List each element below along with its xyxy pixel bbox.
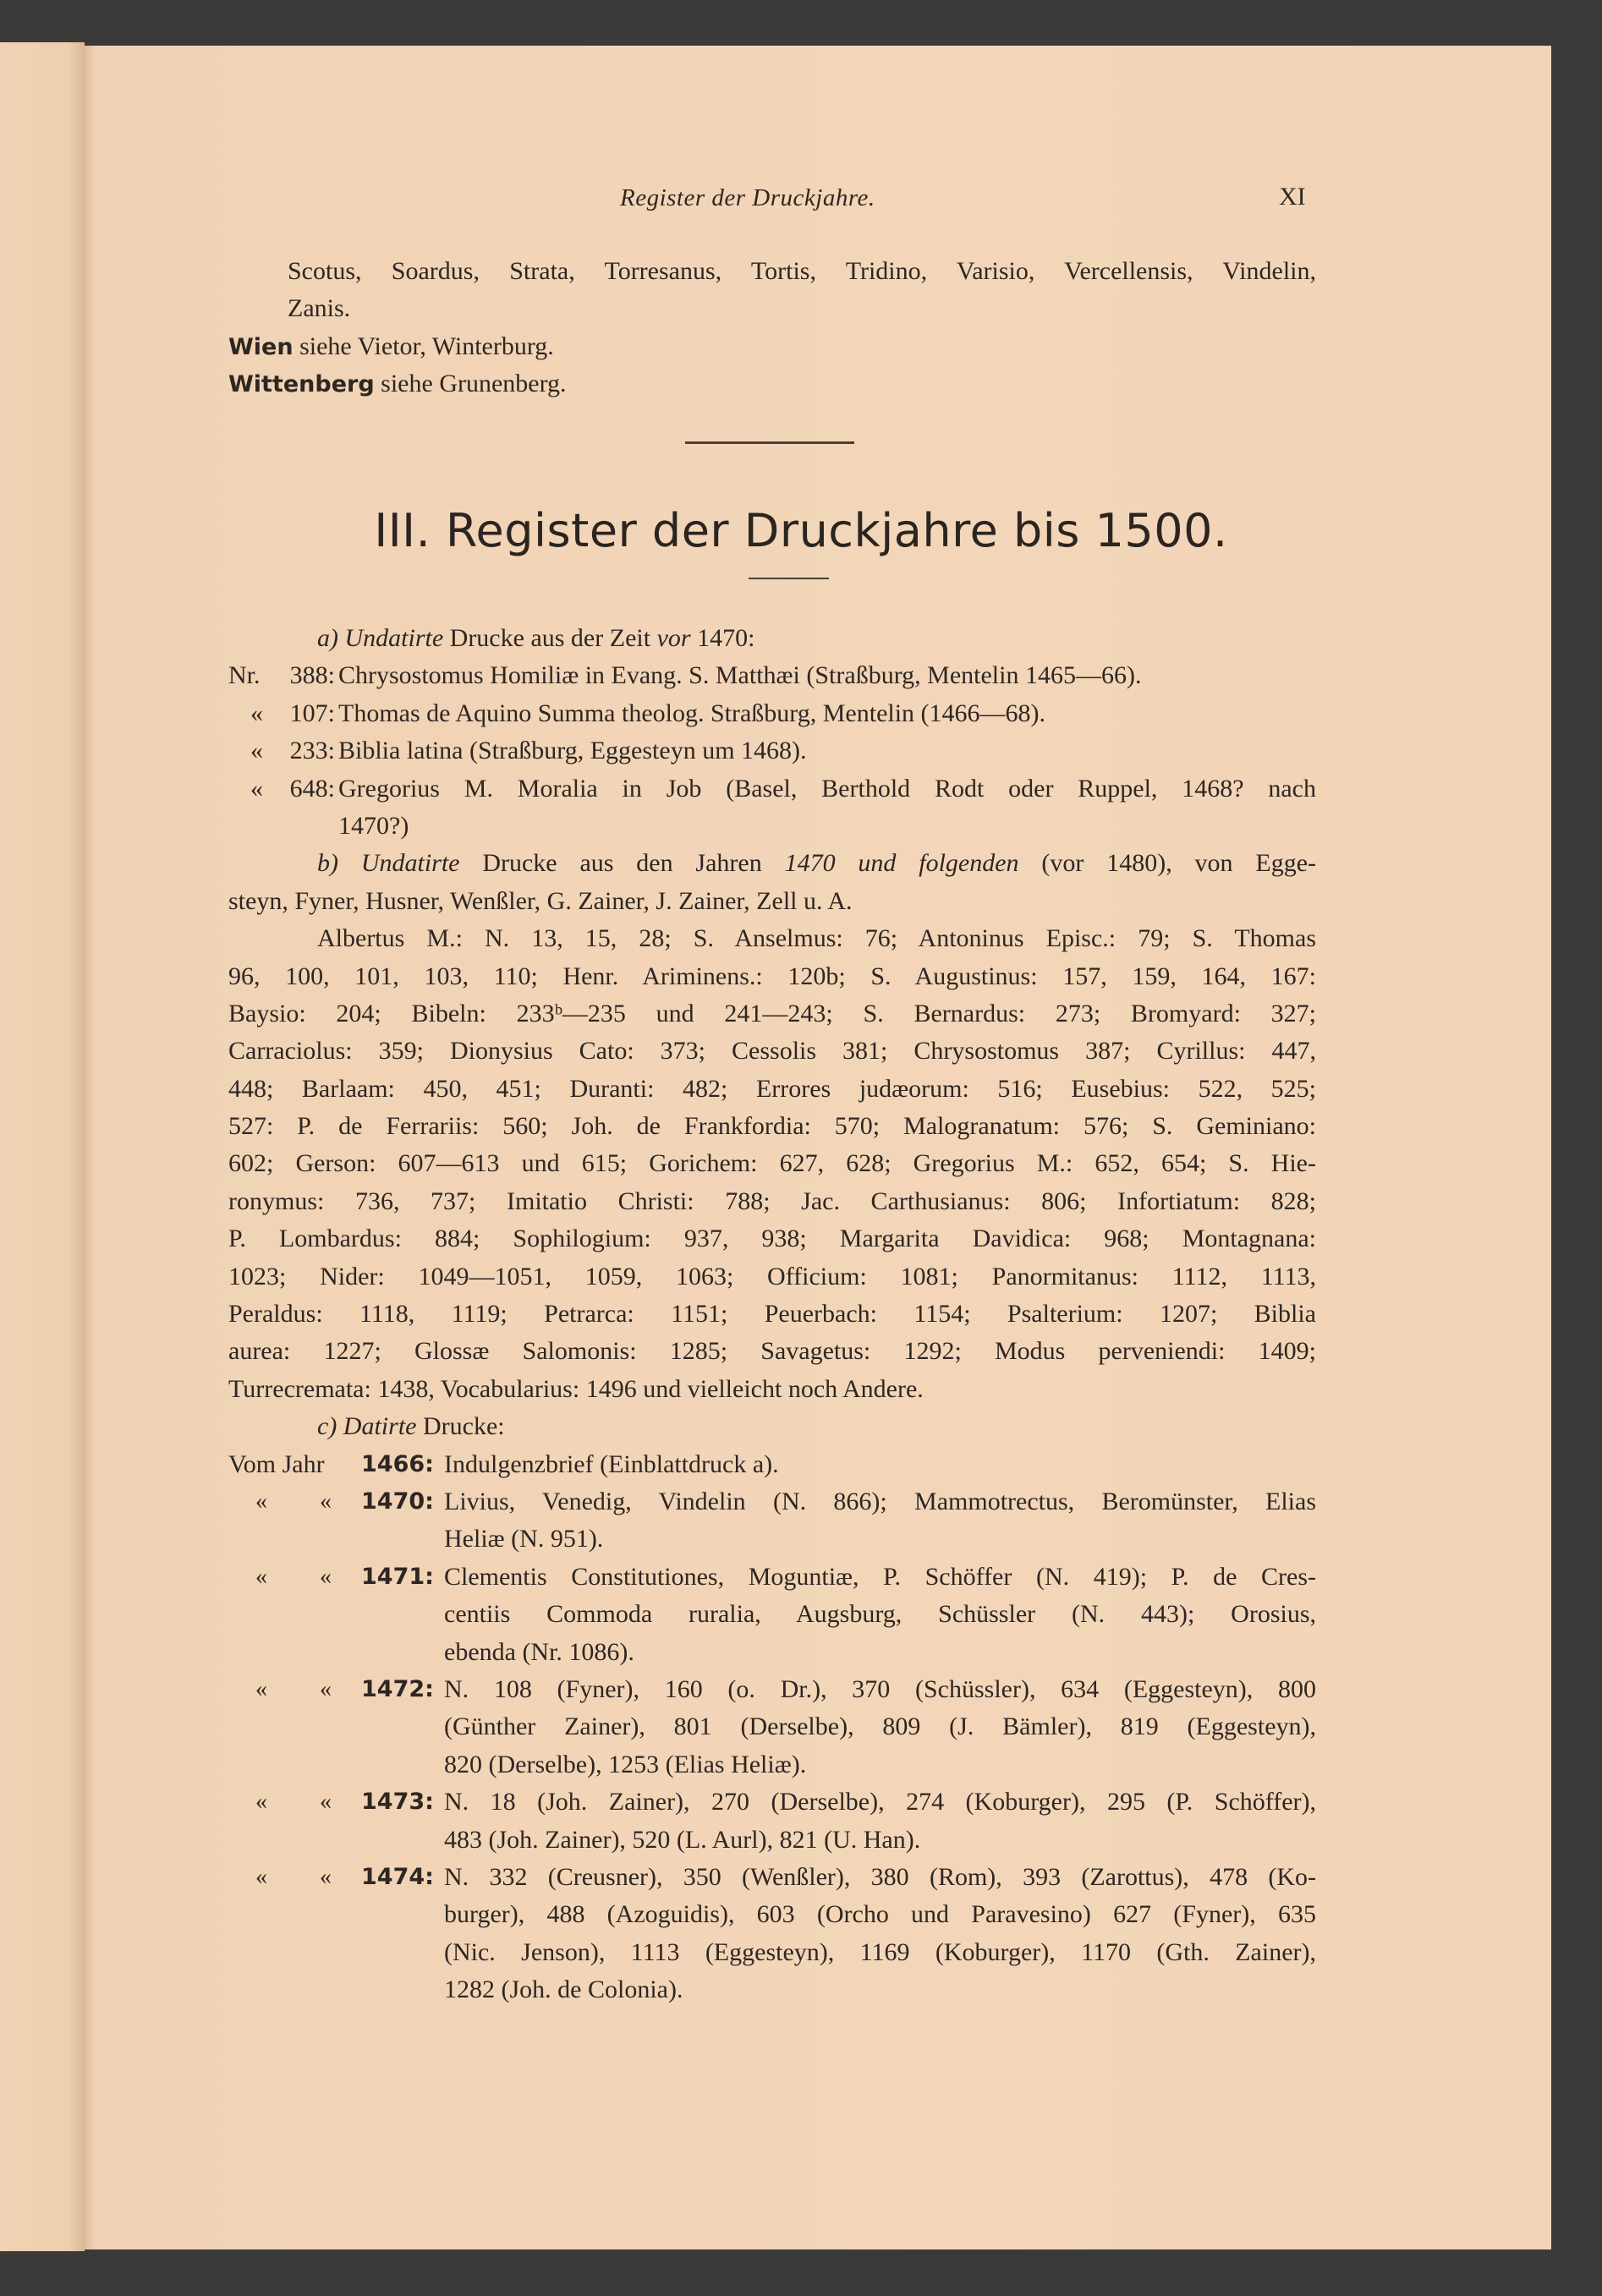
section-b-heading-line bbox=[228, 883, 1316, 920]
entry-text-line: ebenda (Nr. 1086). bbox=[444, 1637, 634, 1666]
entry-year: 1466: bbox=[361, 1450, 434, 1477]
paragraph-line: Carraciolus: 359; Dionysius Cato: 373; Cessolis 381; Chrysostomus 387; Cyrillus: 447, bbox=[228, 1037, 1316, 1066]
paragraph-line: Turrecremata: 1438, Vocabularius: 1496 und vielleicht noch Andere. bbox=[228, 1374, 924, 1403]
section-b-heading-line bbox=[228, 845, 1316, 882]
entry-text-line: Livius, Venedig, Vindelin (N. 866); Mammotrectus, Beromünster, Elias bbox=[444, 1487, 1316, 1515]
text-run: Drucke aus den Jahren bbox=[459, 849, 785, 878]
paragraph-line: P. Lombardus: 884; Sophilogium: 937, 938; Margarita Davidica: 968; Montagnana: bbox=[228, 1225, 1316, 1253]
text-run: 1470: bbox=[690, 624, 755, 652]
running-title: Register der Druckjahre. bbox=[620, 184, 875, 211]
entry-text-line: Gregorius M. Moralia in Job (Basel, Berthold Rodt oder Ruppel, 1468? nach bbox=[338, 774, 1316, 803]
text-run: Drucke aus der Zeit bbox=[443, 624, 657, 652]
dated-entry bbox=[228, 1859, 1316, 2009]
ditto-mark: « bbox=[320, 1675, 332, 1702]
italic-text: c) Datirte bbox=[317, 1412, 417, 1441]
register-entry bbox=[228, 770, 1316, 846]
facing-page-edge bbox=[0, 42, 85, 2251]
entry-year: 1474: bbox=[361, 1863, 434, 1890]
entry-text-line: Heliæ (N. 951). bbox=[444, 1525, 604, 1553]
paragraph-line: 96, 100, 101, 103, 110; Henr. Ariminens.: 120b; S. Augustinus: 157, 159, 164, 167: bbox=[228, 962, 1316, 990]
place-reference: siehe Vietor, Winterburg. bbox=[293, 332, 554, 360]
text-run: (vor 1480), von Egge- bbox=[1018, 849, 1316, 878]
entry-label bbox=[228, 657, 337, 694]
ditto-mark: « bbox=[320, 1789, 332, 1816]
entry-text-line: N. 18 (Joh. Zainer), 270 (Derselbe), 274 (Koburger), 295 (P. Schöffer), bbox=[444, 1788, 1316, 1817]
entry-text-line: Thomas de Aquino Summa theolog. Straßburg, Mentelin (1466—68). bbox=[338, 699, 1046, 727]
dated-entry bbox=[228, 1559, 1316, 1671]
dated-entry bbox=[228, 1784, 1316, 1859]
title-underline bbox=[749, 578, 829, 579]
register-body bbox=[228, 620, 1316, 2008]
entry-text-line: Biblia latina (Straßburg, Eggesteyn um 1468). bbox=[338, 737, 807, 765]
ditto-mark: « bbox=[250, 737, 263, 765]
section-divider bbox=[685, 441, 854, 444]
ditto-mark: « bbox=[255, 1488, 267, 1515]
section-a-heading bbox=[228, 620, 1316, 657]
paragraph-line: 527: P. de Ferrariis: 560; Joh. de Frankfordia: 570; Malogranatum: 576; S. Geminiano: bbox=[228, 1112, 1316, 1141]
section-c-heading bbox=[228, 1408, 1316, 1445]
entry-text-line: burger), 488 (Azoguidis), 603 (Orcho und Paravesino) 627 (Fyner), 635 bbox=[444, 1900, 1316, 1929]
paragraph-line: ronymus: 736, 737; Imitatio Christi: 788; Jac. Carthusianus: 806; Infortiatum: 828; bbox=[228, 1186, 1316, 1215]
place-entry bbox=[228, 365, 1316, 403]
place-name: Wittenberg bbox=[228, 371, 375, 398]
italic-text: a) Undatirte bbox=[317, 624, 444, 652]
dated-entry bbox=[228, 1446, 1316, 1483]
page-number: XI bbox=[1279, 183, 1306, 211]
place-name: Wien bbox=[228, 333, 294, 360]
entry-label bbox=[228, 732, 337, 770]
ditto-mark: « bbox=[255, 1863, 267, 1890]
entry-number: 648: bbox=[289, 774, 335, 803]
entry-text-line: 1470?) bbox=[338, 811, 409, 840]
paragraph-line: aurea: 1227; Glossæ Salomonis: 1285; Savagetus: 1292; Modus perveniendi: 1409; bbox=[228, 1337, 1316, 1366]
entry-text-line: N. 108 (Fyner), 160 (o. Dr.), 370 (Schüssler), 634 (Eggesteyn), 800 bbox=[444, 1674, 1316, 1703]
italic-text: vor bbox=[656, 624, 691, 652]
ditto-mark: « bbox=[255, 1563, 267, 1590]
entry-text-line: Indulgenzbrief (Einblattdruck a). bbox=[444, 1449, 779, 1478]
ditto-mark: « bbox=[255, 1675, 267, 1702]
ditto-mark: « bbox=[320, 1563, 332, 1590]
entry-text-line: Clementis Constitutiones, Moguntiæ, P. Schöffer (N. 419); P. de Cres- bbox=[444, 1562, 1316, 1591]
italic-text: 1470 und folgenden bbox=[784, 849, 1019, 878]
entry-year: 1472: bbox=[361, 1675, 434, 1702]
register-entry bbox=[228, 695, 1316, 732]
entry-text-line: N. 332 (Creusner), 350 (Wenßler), 380 (Rom), 393 (Zarottus), 478 (Ko- bbox=[444, 1862, 1316, 1891]
entry-text-line: (Nic. Jenson), 1113 (Eggesteyn), 1169 (Koburger), 1170 (Gth. Zainer), bbox=[444, 1937, 1316, 1966]
text-run: steyn, Fyner, Husner, Wenßler, G. Zainer, J. Zainer, Zell u. A. bbox=[228, 886, 853, 915]
entry-number: 107: bbox=[289, 699, 335, 727]
section-title: III. Register der Druckjahre bis 1500. bbox=[374, 504, 1228, 557]
ditto-mark: « bbox=[250, 699, 263, 727]
paragraph-line: Peraldus: 1118, 1119; Petrarca: 1151; Peuerbach: 1154; Psalterium: 1207; Biblia bbox=[228, 1300, 1316, 1329]
entry-year: 1471: bbox=[361, 1563, 434, 1590]
entry-label bbox=[228, 695, 337, 732]
paragraph-line: 1023; Nider: 1049—1051, 1059, 1063; Officium: 1081; Panormitanus: 1112, 1113, bbox=[228, 1262, 1316, 1290]
entry-year: 1470: bbox=[361, 1488, 434, 1515]
place-line: Scotus, Soardus, Strata, Torresanus, Tortis, Tridino, Varisio, Vercellensis, Vindelin, bbox=[288, 257, 1316, 285]
entry-text-line: 1282 (Joh. de Colonia). bbox=[444, 1975, 683, 2004]
text-run: Drucke: bbox=[416, 1412, 505, 1441]
dated-entry bbox=[228, 1671, 1316, 1784]
ditto-mark: « bbox=[320, 1863, 332, 1890]
entry-number: 233: bbox=[289, 737, 335, 765]
entry-text-line: 820 (Derselbe), 1253 (Elias Heliæ). bbox=[444, 1750, 807, 1778]
entry-prefix: Nr. bbox=[228, 661, 261, 690]
entry-lead: Vom Jahr bbox=[228, 1449, 325, 1478]
ditto-mark: « bbox=[255, 1789, 267, 1816]
places-list bbox=[228, 253, 1316, 403]
ditto-mark: « bbox=[320, 1488, 332, 1515]
entry-number: 388: bbox=[289, 661, 335, 690]
paragraph-line: Albertus M.: N. 13, 15, 28; S. Anselmus: 76; Antoninus Episc.: 79; S. Thomas bbox=[317, 924, 1316, 953]
entry-text-line: Chrysostomus Homiliæ in Evang. S. Matthæi (Straßburg, Mentelin 1465—66). bbox=[338, 661, 1142, 690]
entry-text-line: 483 (Joh. Zainer), 520 (L. Aurl), 821 (U. Han). bbox=[444, 1825, 921, 1854]
entry-text-line: (Günther Zainer), 801 (Derselbe), 809 (J. Bämler), 819 (Eggesteyn), bbox=[444, 1712, 1316, 1741]
dated-entry bbox=[228, 1483, 1316, 1559]
entry-label bbox=[228, 770, 337, 808]
place-line: Zanis. bbox=[288, 294, 351, 323]
entry-text-line: centiis Commoda ruralia, Augsburg, Schüssler (N. 443); Orosius, bbox=[444, 1600, 1316, 1629]
paragraph-line: 448; Barlaam: 450, 451; Duranti: 482; Errores judæorum: 516; Eusebius: 522, 525; bbox=[228, 1074, 1316, 1103]
ditto-mark: « bbox=[250, 774, 263, 803]
place-entry bbox=[228, 328, 1316, 365]
paragraph-line: 602; Gerson: 607—613 und 615; Gorichem: 627, 628; Gregorius M.: 652, 654; S. Hie- bbox=[228, 1149, 1316, 1178]
place-reference: siehe Grunenberg. bbox=[374, 370, 567, 398]
register-entry bbox=[228, 657, 1316, 694]
entry-year: 1473: bbox=[361, 1789, 434, 1816]
register-entry bbox=[228, 732, 1316, 770]
italic-text: b) Undatirte bbox=[317, 849, 460, 878]
paragraph-line: Baysio: 204; Bibeln: 233ᵇ—235 und 241—243; S. Bernardus: 273; Bromyard: 327; bbox=[228, 999, 1316, 1027]
